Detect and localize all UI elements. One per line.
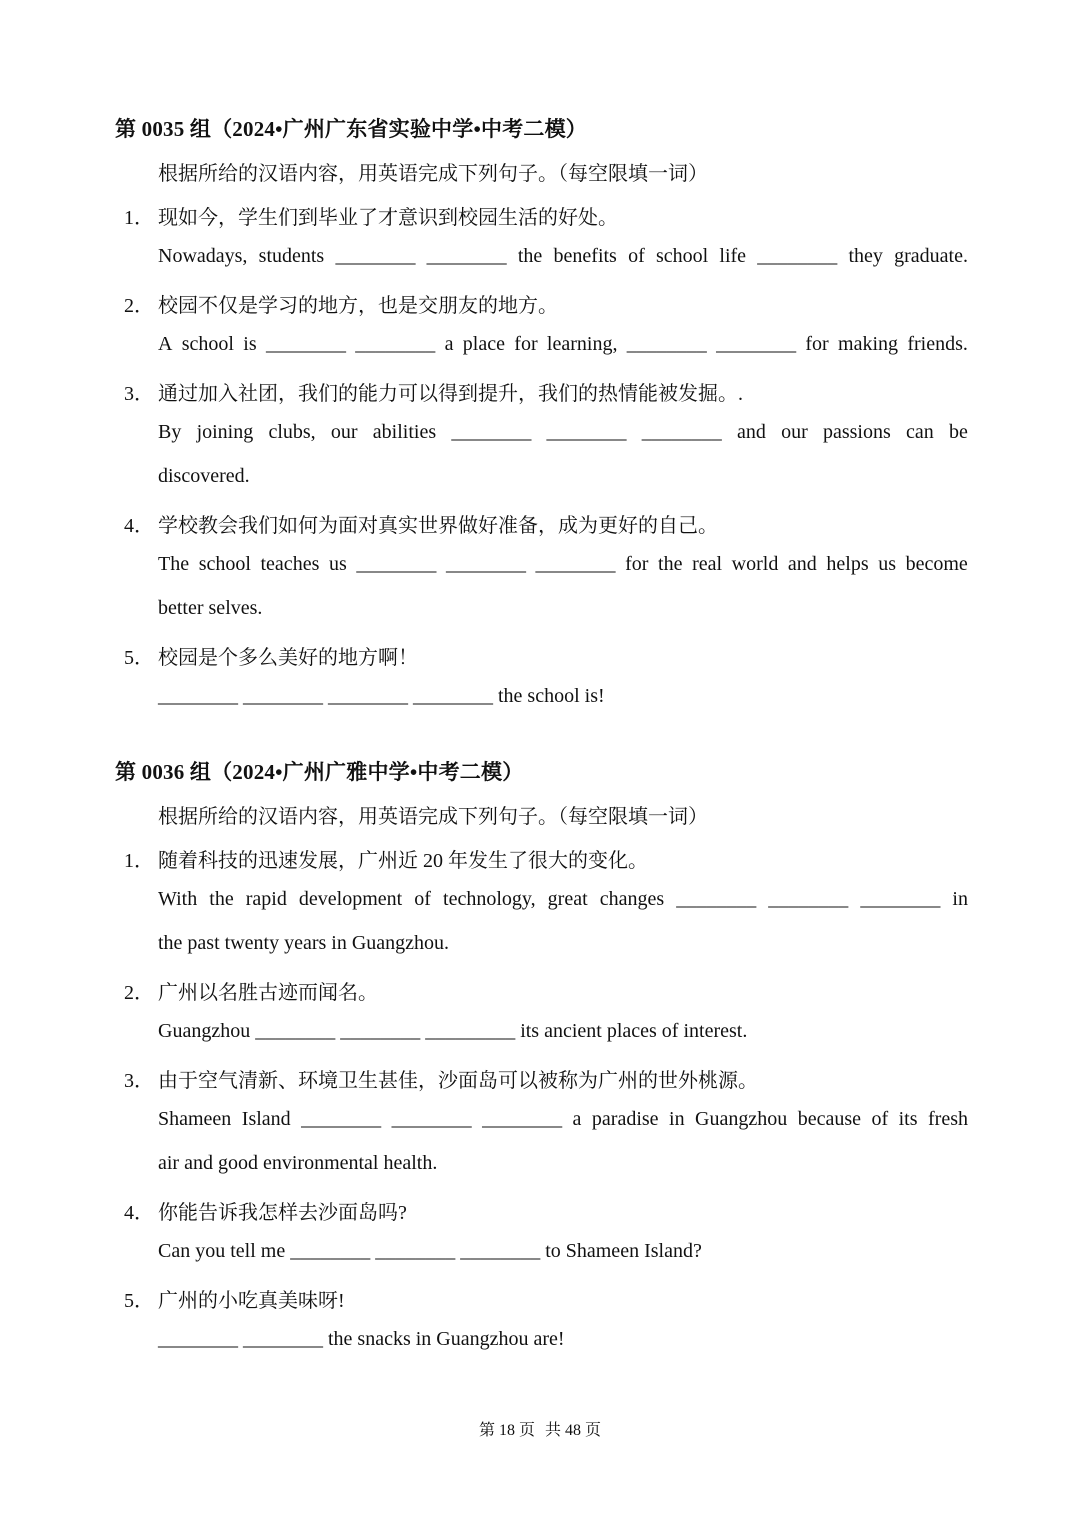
answer-word: school [181,333,234,355]
answer-word: abilities [372,421,437,443]
page-footer [0,1417,1080,1440]
answer-word: for [514,333,538,355]
answer-line-continued: air and good environmental health. [158,1152,438,1174]
answer-word: learning, [546,333,618,355]
answer-blank: ________ [391,1108,472,1130]
answer-word: making [838,333,899,355]
instruction-text: 根据所给的汉语内容，用英语完成下列句子。（每空限填一词） [158,163,708,185]
answer-word: of [871,1108,889,1130]
answer-word: school [655,245,709,267]
answer-word: With [158,888,198,910]
answer-word: passions [822,421,891,443]
answer-blank: ________ [301,1108,382,1130]
answer-blank: ________ [676,888,757,910]
answer-line-continued: the past twenty years in Guangzhou. [158,932,450,954]
answer-word: paradise [591,1108,659,1130]
answer-word: changes [599,888,665,910]
question-chinese-text: 校园不仅是学习的地方，也是交朋友的地方。 [158,295,558,317]
answer-line [158,1108,968,1131]
answer-blank: ________ [426,245,507,267]
question-chinese [124,1196,407,1225]
page-number: 第 18 页 [478,1422,535,1439]
answer-word: a [572,1108,582,1130]
answer-blank: ________ [356,553,437,575]
question-chinese-text: 随着科技的迅速发展，广州近 20 年发生了很大的变化。 [158,850,648,872]
answer-word: benefits [553,245,617,267]
answer-blank: ________ [768,888,849,910]
question-number: 5． [124,1290,154,1312]
answer-word: place [462,333,505,355]
answer-line: ________ ________ the snacks in Guangzhou are! [158,1328,565,1350]
question-chinese-text: 广州以名胜古迹而闻名。 [158,982,378,1004]
question-chinese [124,1064,758,1093]
answer-blank: ________ [445,553,526,575]
answer-word: the [517,245,543,267]
instruction-text: 根据所给的汉语内容，用英语完成下列句子。（每空限填一词） [158,806,708,828]
answer-word: joining [196,421,254,443]
answer-blank: ________ [482,1108,563,1130]
answer-word: By [158,421,182,443]
question-chinese [124,201,618,230]
question-chinese [124,377,743,406]
answer-blank: ________ [626,333,707,355]
answer-line [158,245,968,268]
page-total: 共 48 页 [545,1422,602,1439]
answer-blank: ________ [716,333,797,355]
answer-word: technology, [443,888,536,910]
answer-line: Can you tell me ________ ________ ________ to Shameen Island? [158,1240,702,1262]
question-number: 3． [124,383,154,405]
answer-word: the [209,888,234,910]
answer-word: clubs, [268,421,316,443]
question-chinese-text: 你能告诉我怎样去沙面岛吗? [158,1202,407,1224]
answer-word: real [692,553,723,575]
group-title: 第 0035 组（2024•广州广东省实验中学•中考二模） [115,117,588,141]
question-chinese-text: 由于空气清新、环境卫生甚佳，沙面岛可以被称为广州的世外桃源。 [158,1070,758,1092]
answer-word: rapid [245,888,287,910]
answer-word: helps [826,553,869,575]
question-number: 2． [124,295,154,317]
question-chinese [124,1284,345,1313]
answer-blank: ________ [335,245,416,267]
answer-word: us [878,553,897,575]
question-chinese-text: 学校教会我们如何为面对真实世界做好准备，成为更好的自己。 [158,515,718,537]
answer-word: A [158,333,173,355]
question-number: 2． [124,982,154,1004]
answer-line-continued: better selves. [158,597,263,619]
answer-word: in [952,888,968,910]
question-chinese [124,641,418,670]
answer-word: The [158,553,190,575]
answer-blank: ________ [535,553,616,575]
answer-word: the [658,553,683,575]
question-chinese-text: 通过加入社团，我们的能力可以得到提升，我们的热情能被发掘。. [158,383,743,405]
answer-word: fresh [928,1108,968,1130]
answer-blank: ________ [546,421,627,443]
answer-word: our [330,421,358,443]
answer-word: and [787,553,817,575]
answer-word: a [444,333,454,355]
answer-blank: ________ [860,888,941,910]
group-title: 第 0036 组（2024•广州广雅中学•中考二模） [115,760,524,784]
answer-word: school [198,553,251,575]
answer-line: Guangzhou ________ ________ _________ its ancient places of interest. [158,1020,748,1042]
question-number: 1． [124,207,154,229]
answer-word: of [628,245,645,267]
question-number: 4． [124,515,154,537]
answer-blank: ________ [641,421,722,443]
answer-word: they [848,245,883,267]
answer-word: because [797,1108,862,1130]
answer-line [158,888,968,911]
answer-blank: ________ [355,333,436,355]
answer-word: Guangzhou [695,1108,788,1130]
question-number: 5． [124,647,154,669]
answer-line-continued: discovered. [158,465,250,487]
answer-word: Shameen [158,1108,232,1130]
answer-word: of [414,888,431,910]
answer-word: in [669,1108,685,1130]
answer-line [158,421,968,444]
answer-word: graduate. [894,245,968,267]
answer-word: be [948,421,968,443]
answer-word: great [547,888,588,910]
answer-blank: ________ [265,333,346,355]
question-chinese [124,289,558,318]
answer-word: life [719,245,747,267]
answer-word: world [731,553,779,575]
question-number: 1． [124,850,154,872]
question-chinese [124,976,378,1005]
answer-word: students [258,245,325,267]
answer-word: become [905,553,968,575]
question-chinese-text: 现如今，学生们到毕业了才意识到校园生活的好处。 [158,207,618,229]
question-chinese-text: 广州的小吃真美味呀! [158,1290,345,1312]
answer-word: Island [241,1108,291,1130]
answer-word: for [625,553,649,575]
answer-word: Nowadays, [158,245,248,267]
answer-word: us [328,553,347,575]
question-number: 4． [124,1202,154,1224]
answer-word: teaches [260,553,320,575]
answer-blank: ________ [451,421,532,443]
answer-line [158,333,968,356]
answer-word: is [243,333,257,355]
answer-line: ________ ________ ________ ________ the school is! [158,685,605,707]
question-chinese [124,844,648,873]
answer-word: friends. [907,333,968,355]
answer-word: our [781,421,808,443]
question-number: 3． [124,1070,154,1092]
answer-word: development [298,888,403,910]
answer-blank: ________ [757,245,838,267]
answer-word: its [898,1108,918,1130]
answer-line [158,553,968,576]
answer-word: can [906,421,934,443]
answer-word: and [736,421,766,443]
answer-word: for [805,333,829,355]
question-chinese [124,509,718,538]
question-chinese-text: 校园是个多么美好的地方啊！ [158,647,418,669]
